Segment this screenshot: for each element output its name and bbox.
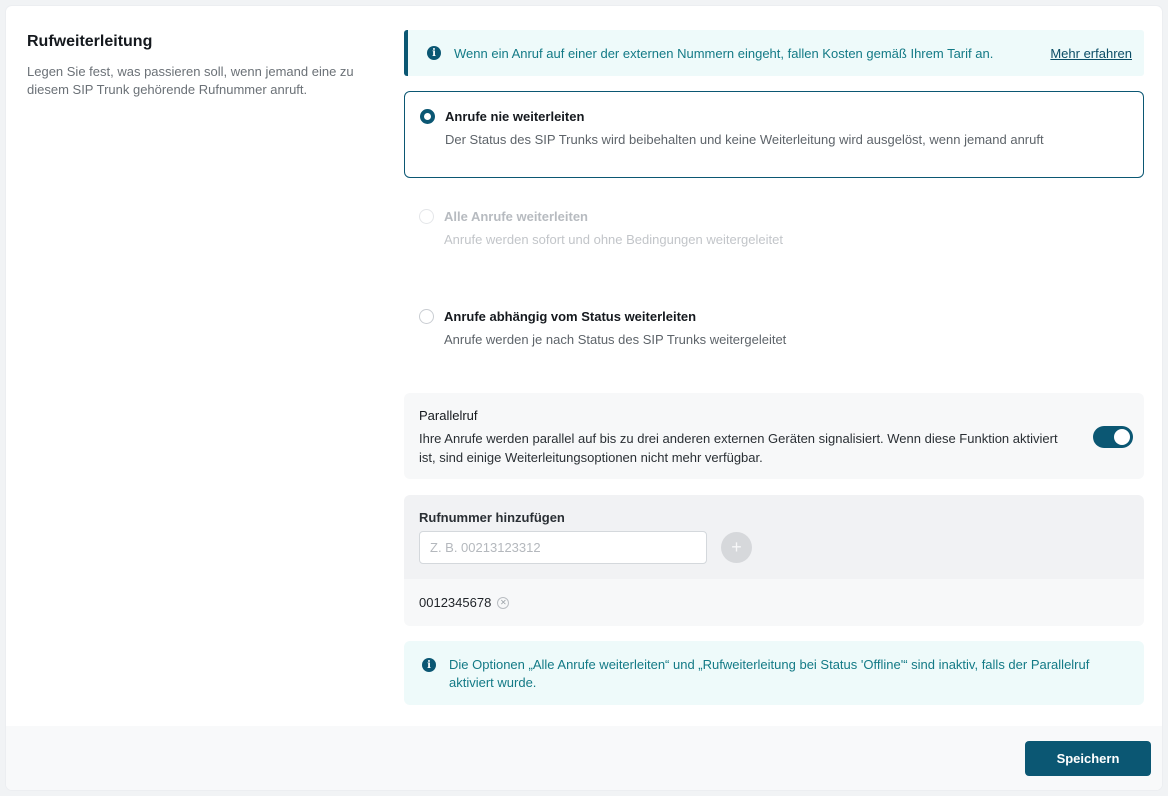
close-circle-icon[interactable]: ✕ xyxy=(497,597,509,609)
radio-forward-all xyxy=(419,209,434,224)
add-number-title: Rufnummer hinzufügen xyxy=(419,510,565,525)
section-title: Rufweiterleitung xyxy=(27,33,153,50)
option-never-forward[interactable] xyxy=(404,91,1144,178)
radio-forward-by-status[interactable] xyxy=(419,309,434,324)
add-number-row xyxy=(419,531,1144,564)
phone-number-input[interactable] xyxy=(419,531,707,564)
settings-card xyxy=(6,6,1162,790)
radio-never-forward[interactable] xyxy=(420,109,435,124)
option-title: Anrufe nie weiterleiten xyxy=(445,109,585,124)
info-icon: i xyxy=(427,46,441,60)
save-button[interactable]: Speichern xyxy=(1025,741,1151,776)
option-forward-by-status[interactable] xyxy=(404,292,1144,379)
section-header xyxy=(27,32,377,99)
add-number-panel xyxy=(404,495,1144,579)
number-list xyxy=(404,579,1144,626)
learn-more-link[interactable]: Mehr erfahren xyxy=(1050,45,1132,61)
option-description: Anrufe werden je nach Status des SIP Trunks weitergeleitet xyxy=(444,332,787,347)
option-forward-all xyxy=(404,192,1144,279)
cost-info-text: Wenn ein Anruf auf einer der externen Nummern eingeht, fallen Kosten gemäß Ihrem Tarif an. xyxy=(454,45,994,61)
option-title: Anrufe abhängig vom Status weiterleiten xyxy=(444,309,697,324)
cost-info-banner xyxy=(404,30,1144,76)
option-description: Anrufe werden sofort und ohne Bedingungen weitergeleitet xyxy=(444,232,783,247)
parallel-ring-toggle[interactable] xyxy=(1093,426,1133,448)
parallel-info-banner xyxy=(404,641,1144,705)
parallel-info-text: Die Optionen „Alle Anrufe weiterleiten“ und „Rufweiterleitung bei Status 'Offline'“ sind inaktiv, falls der Parallelruf aktiviert wurde. xyxy=(449,657,1090,690)
option-description: Der Status des SIP Trunks wird beibehalten und keine Weiterleitung wird ausgelöst, wenn jemand anruft xyxy=(445,132,1044,147)
toggle-knob xyxy=(1114,429,1130,445)
parallel-ring-description: Ihre Anrufe werden parallel auf bis zu drei anderen externen Geräten signalisiert. Wenn diese Funktion aktiviert ist, sind einige Weiterleitungsoptionen nicht mehr verfügbar. xyxy=(419,431,1058,465)
parallel-ring-panel xyxy=(404,393,1144,479)
parallel-ring-title: Parallelruf xyxy=(419,408,478,423)
section-description: Legen Sie fest, was passieren soll, wenn jemand eine zu diesem SIP Trunk gehörende Rufnummer anruft. xyxy=(27,64,354,97)
plus-icon[interactable]: + xyxy=(721,532,752,563)
option-title: Alle Anrufe weiterleiten xyxy=(444,209,588,224)
footer-bar xyxy=(6,726,1162,790)
list-item-number: 0012345678 xyxy=(419,595,492,610)
info-icon: i xyxy=(422,658,436,672)
